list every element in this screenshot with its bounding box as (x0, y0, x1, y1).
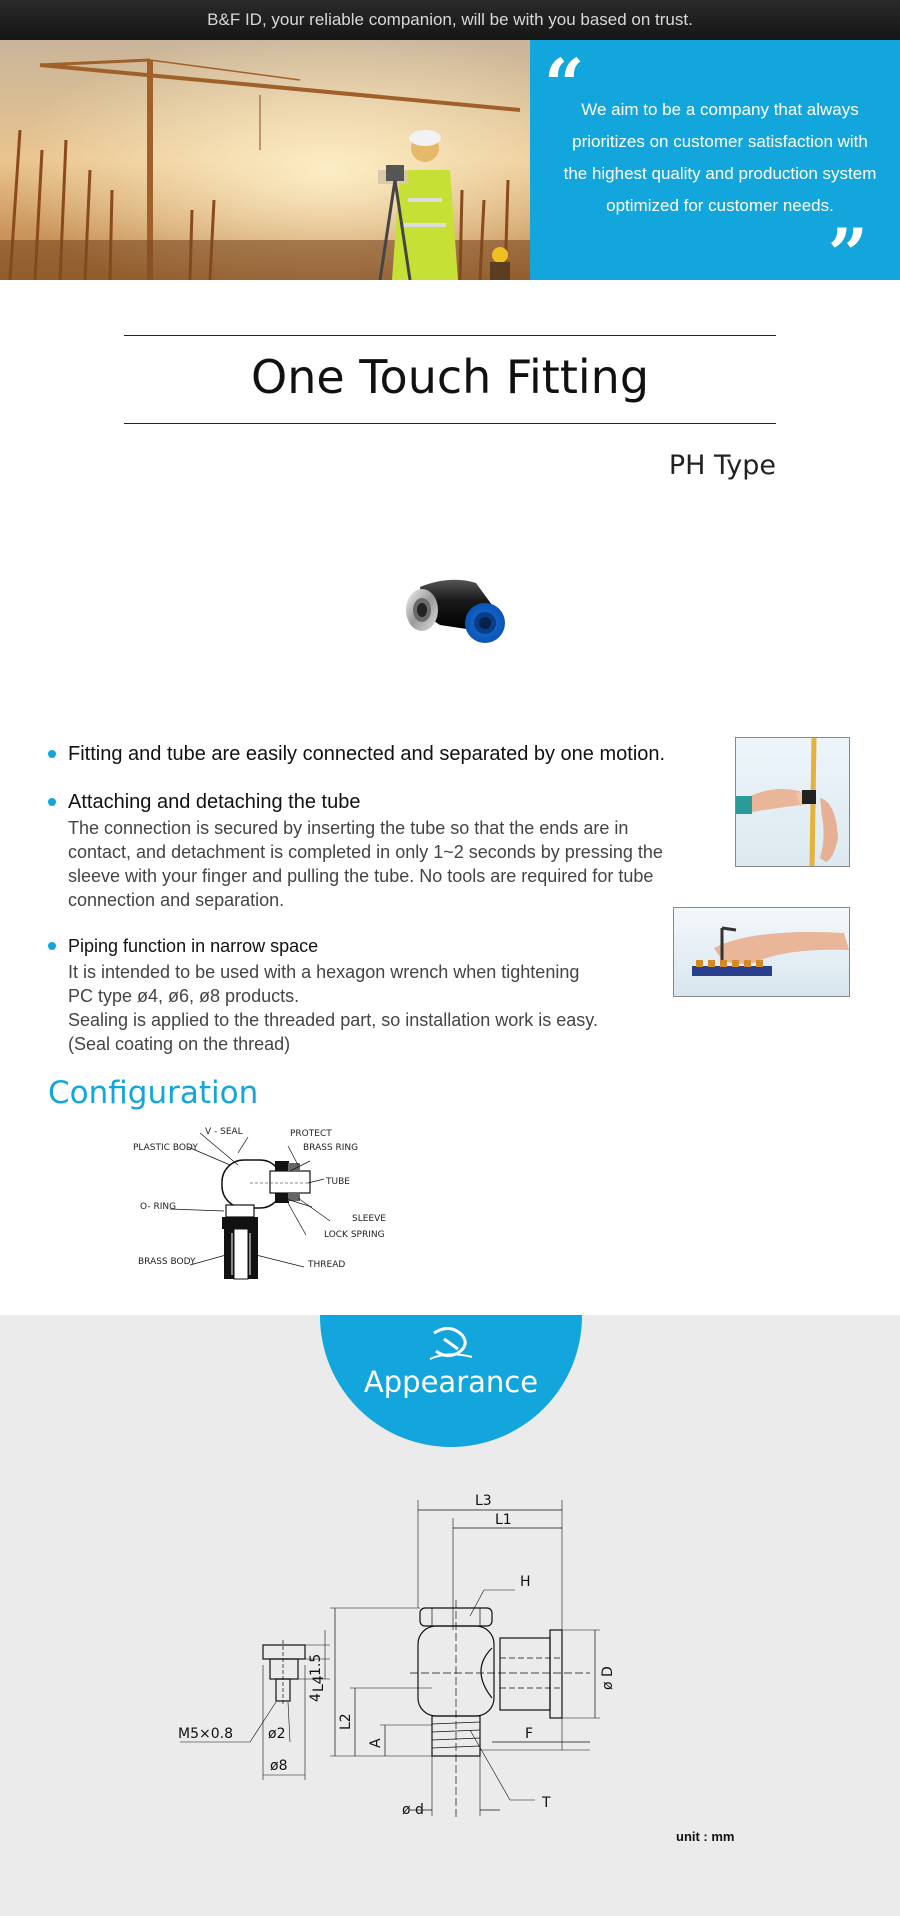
dim-t-label: T (542, 1795, 551, 1811)
dim-d-label: ø d (402, 1802, 424, 1818)
dim-l2-label: L2 (338, 1713, 354, 1730)
lock-spring-label: LOCK SPRING (324, 1230, 385, 1240)
sleeve-label: SLEEVE (352, 1214, 386, 1224)
bullet-icon (48, 798, 56, 806)
dimension-drawing (170, 1480, 770, 1850)
top-banner (0, 0, 900, 40)
dim-l1-label: L1 (495, 1512, 512, 1528)
unit-label: unit : mm (676, 1829, 735, 1844)
v-seal-label: V - SEAL (205, 1127, 243, 1137)
bullet-icon (48, 942, 56, 950)
configuration-title: Configuration (48, 1075, 259, 1111)
dim-f-label: F (525, 1726, 534, 1742)
thread-label: THREAD (308, 1260, 346, 1270)
brand-logo-icon (428, 1325, 474, 1361)
construction-photo (0, 40, 530, 280)
brass-body-label: BRASS BODY (138, 1257, 196, 1267)
configuration-diagram (130, 1125, 410, 1280)
protect-label: PROTECT (290, 1129, 332, 1139)
open-quote-icon: “ (544, 43, 585, 126)
dim-4-label: 4 (308, 1693, 324, 1702)
dim-od-label: ø D (600, 1666, 616, 1690)
dim-m5-label: M5×0.8 (178, 1726, 233, 1742)
title-rule-bottom (124, 423, 776, 424)
dim-a-label: A (368, 1738, 384, 1748)
dim-o2-label: ø2 (268, 1726, 286, 1742)
close-quote-icon: ” (827, 220, 868, 280)
o-ring-label: O- RING (140, 1202, 177, 1212)
title-rule-top (124, 335, 776, 336)
feature-item-attaching (48, 788, 688, 912)
feature-body-line: Sealing is applied to the threaded part, so installation work is easy. (68, 1010, 598, 1030)
quote-panel (530, 40, 900, 280)
appearance-badge (320, 1315, 582, 1447)
plastic-body-label: PLASTIC BODY (133, 1143, 198, 1153)
feature-title: Attaching and detaching the tube (68, 791, 361, 813)
feature-title: Piping function in narrow space (68, 936, 319, 956)
brass-ring-label: BRASS RING (303, 1143, 359, 1153)
dim-1-5-label: 1.5 (308, 1653, 324, 1676)
feature-body-line: PC type ø4, ø6, ø8 products. (68, 986, 300, 1006)
product-photo (400, 565, 510, 650)
dim-o8-label: ø8 (270, 1758, 288, 1774)
dim-l4-label: L4 (311, 1675, 327, 1692)
product-type: PH Type (668, 450, 776, 481)
banner-text: B&F ID, your reliable companion, will be with you based on trust. (207, 10, 693, 29)
appearance-title: Appearance (363, 1365, 539, 1399)
wrench-photo (673, 907, 850, 997)
tube-label: TUBE (326, 1177, 350, 1187)
bullet-icon (48, 750, 56, 758)
feature-body-line: (Seal coating on the thread) (68, 1034, 291, 1054)
dim-h-label: H (520, 1574, 531, 1590)
feature-item-narrow-space (48, 932, 688, 1056)
feature-item-one-motion (48, 740, 665, 768)
mission-quote: We aim to be a company that always prioritizes on customer satisfaction with the highest quality and production system optimized for customer needs. (563, 100, 877, 215)
hero-section (0, 40, 900, 280)
feature-title: Fitting and tube are easily connected and separated by one motion. (68, 743, 666, 765)
dim-l3-label: L3 (475, 1493, 492, 1509)
feature-body-line: It is intended to be used with a hexagon wrench when tightening (68, 962, 580, 982)
product-title: One Touch Fitting (250, 350, 650, 404)
tube-insert-photo (735, 737, 850, 867)
feature-body: The connection is secured by inserting the tube so that the ends are in contact, and detachment is completed in only 1~2 seconds by pressing the sleeve with your finger and pulling the tube. No tools are required for tube connection and separation. (68, 818, 663, 910)
